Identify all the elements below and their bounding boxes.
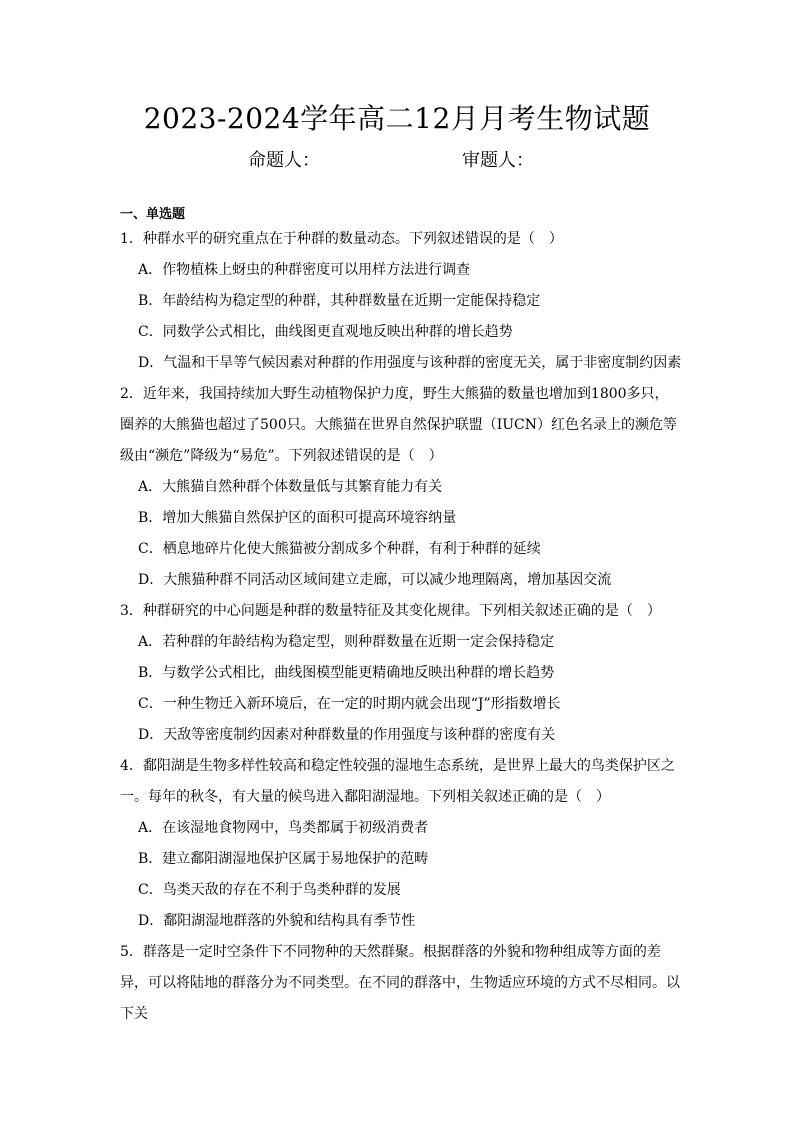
option-c <box>138 534 682 565</box>
option-text: 大熊猫自然种群个体数量低与其繁育能力有关 <box>162 479 443 495</box>
question-3 <box>120 596 682 627</box>
question-2 <box>120 379 682 472</box>
option-a <box>138 627 682 658</box>
option-b <box>138 844 682 875</box>
question-number: 1． <box>120 231 143 247</box>
option-text: 栖息地碎片化使大熊猫被分割成多个种群，有利于种群的延续 <box>162 541 541 557</box>
option-text: 一种生物迁入新环境后，在一定的时期内就会出现“J”形指数增长 <box>162 696 561 712</box>
option-b <box>138 658 682 689</box>
option-text: 同数学公式相比，曲线图更直观地反映出种群的增长趋势 <box>162 324 513 340</box>
option-d <box>138 906 682 937</box>
option-d <box>138 348 682 379</box>
option-text: 作物植株上蚜虫的种群密度可以用样方法进行调查 <box>162 262 471 278</box>
option-letter: B． <box>138 510 163 526</box>
option-text: 建立鄱阳湖湿地保护区属于易地保护的范畴 <box>162 851 429 867</box>
composer-label: 命题人： <box>248 150 320 171</box>
option-letter: A． <box>138 820 163 836</box>
reviewer-label: 审题人： <box>462 150 534 171</box>
question-number: 2． <box>120 386 143 402</box>
question-stem: 种群研究的中心问题是种群的数量特征及其变化规律。下列相关叙述正确的是（ ） <box>142 603 661 619</box>
option-text: 年龄结构为稳定型的种群，其种群数量在近期一定能保持稳定 <box>162 293 541 309</box>
option-b <box>138 503 682 534</box>
option-c <box>138 317 682 348</box>
option-a <box>138 255 682 286</box>
question-list <box>120 224 682 1030</box>
option-d <box>138 565 682 596</box>
question-1 <box>120 224 682 255</box>
option-letter: D． <box>138 727 164 743</box>
question-stem: 鄱阳湖是生物多样性较高和稳定性较强的湿地生态系统，是世界上最大的鸟类保护区之一。每年的秋冬，有大量的候鸟进入鄱阳湖湿地。下列相关叙述正确的是（ ） <box>120 758 675 805</box>
option-letter: C． <box>138 324 163 340</box>
option-letter: A． <box>138 479 163 495</box>
option-text: 大熊猫种群不同活动区域间建立走廊，可以减少地理隔离，增加基因交流 <box>163 572 612 588</box>
option-b <box>138 286 682 317</box>
option-letter: B． <box>138 851 163 867</box>
option-letter: B． <box>138 293 163 309</box>
option-letter: D． <box>138 572 164 588</box>
option-letter: C． <box>138 882 163 898</box>
question-number: 3． <box>120 603 143 619</box>
option-letter: D． <box>138 913 164 929</box>
question-number: 4． <box>120 758 143 774</box>
option-text: 与数学公式相比，曲线图模型能更精确地反映出种群的增长趋势 <box>162 665 555 681</box>
option-text: 若种群的年龄结构为稳定型，则种群数量在近期一定会保持稳定 <box>162 634 555 650</box>
option-d <box>138 720 682 751</box>
question-5 <box>120 937 682 1030</box>
option-text: 气温和干旱等气候因素对种群的作用强度与该种群的密度无关，属于非密度制约因素 <box>163 355 682 371</box>
page-title: 2023-2024学年高二12月月考生物试题 <box>143 102 651 135</box>
option-text: 鸟类天敌的存在不利于鸟类种群的发展 <box>162 882 401 898</box>
option-text: 鄱阳湖湿地群落的外貌和结构具有季节性 <box>163 913 416 929</box>
option-letter: A． <box>138 634 163 650</box>
question-stem: 近年来，我国持续加大野生动植物保护力度，野生大熊猫的数量也增加到1800多只，圈养的大熊猫也超过了500只。大熊猫在世界自然保护联盟（IUCN）红色名录上的濒危等级由“濒危”降级为“易危”。下列叙述错误的是（ ） <box>120 386 678 464</box>
option-letter: B． <box>138 665 163 681</box>
option-c <box>138 689 682 720</box>
option-text: 天敌等密度制约因素对种群数量的作用强度与该种群的密度有关 <box>163 727 556 743</box>
option-text: 在该湿地食物网中，鸟类都属于初级消费者 <box>162 820 429 836</box>
question-stem: 群落是一定时空条件下不同物种的天然群聚。根据群落的外貌和物种组成等方面的差异，可以将陆地的群落分为不同类型。在不同的群落中，生物适应环境的方式不尽相同。以下关 <box>120 944 680 1022</box>
option-letter: C． <box>138 696 163 712</box>
option-c <box>138 875 682 906</box>
question-number: 5． <box>120 944 143 960</box>
option-text: 增加大熊猫自然保护区的面积可提高环境容纳量 <box>162 510 457 526</box>
section-heading: 一、单选题 <box>120 207 186 222</box>
option-a <box>138 472 682 503</box>
question-4 <box>120 751 682 813</box>
option-letter: A． <box>138 262 163 278</box>
option-a <box>138 813 682 844</box>
question-stem: 种群水平的研究重点在于种群的数量动态。下列叙述错误的是（ ） <box>142 231 563 247</box>
option-letter: D． <box>138 355 164 371</box>
option-letter: C． <box>138 541 163 557</box>
